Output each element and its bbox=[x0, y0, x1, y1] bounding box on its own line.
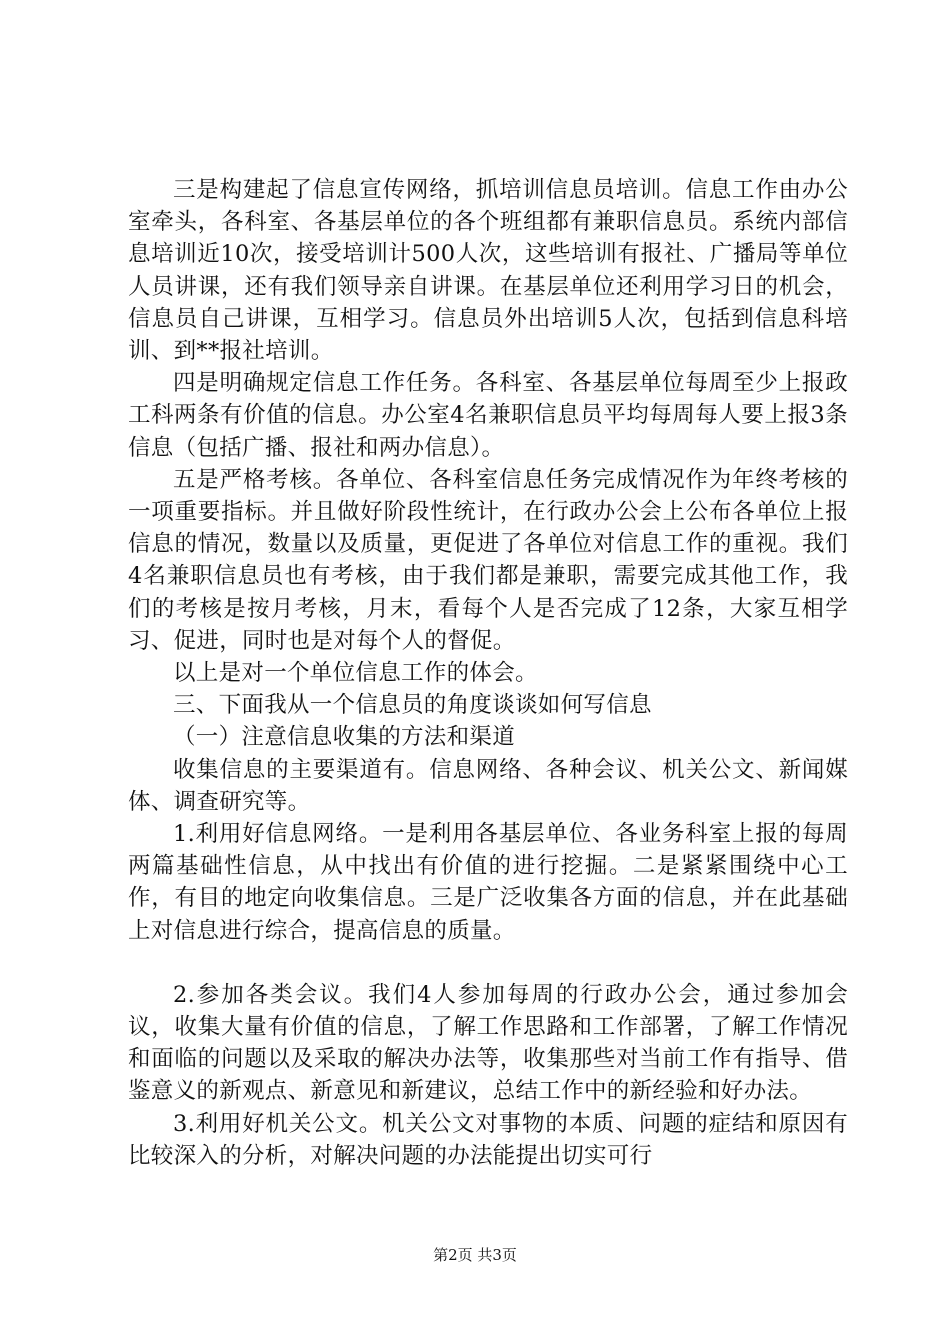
paragraph-channels: 收集信息的主要渠道有。信息网络、各种会议、机关公文、新闻媒体、调查研究等。 bbox=[128, 756, 848, 815]
subsection-heading: （一）注意信息收集的方法和渠道 bbox=[173, 724, 516, 751]
document-body bbox=[128, 174, 848, 1172]
paragraph-network: 三是构建起了信息宣传网络，抓培训信息员培训。信息工作由办公室牵头，各科室、各基层单位的各个班组都有兼职信息员。系统内部信息培训近10次，接受培训计500人次，这些培训有报社、广播局等单位人员讲课，还有我们领导亲自讲课。在基层单位还利用学习日的机会，信息员自己讲课，互相学习。信息员外出培训5人次，包括到信息科培训、到**报社培训。 bbox=[128, 177, 848, 365]
paragraph-item-3: 3.利用好机关公文。机关公文对事物的本质、问题的症结和原因有比较深入的分析，对解决问题的办法能提出切实可行 bbox=[128, 1110, 848, 1169]
paragraph-tasks: 四是明确规定信息工作任务。各科室、各基层单位每周至少上报政工科两条有价值的信息。办公室4名兼职信息员平均每周每人要上报3条信息（包括广播、报社和两办信息）。 bbox=[128, 370, 848, 461]
paragraph-item-2: 2.参加各类会议。我们4人参加每周的行政办公会，通过参加会议，收集大量有价值的信息，了解工作思路和工作部署，了解工作情况和面临的问题以及采取的解决办法等，收集那些对当前工作有指导、借鉴意义的新观点、新意见和新建议，总结工作中的新经验和好办法。 bbox=[128, 981, 848, 1105]
section-heading: 三、下面我从一个信息员的角度谈谈如何写信息 bbox=[173, 692, 652, 719]
paragraph-assessment: 五是严格考核。各单位、各科室信息任务完成情况作为年终考核的一项重要指标。并且做好阶段性统计，在行政办公会上公布各单位上报信息的情况，数量以及质量，更促进了各单位对信息工作的重视。我们4名兼职信息员也有考核，由于我们都是兼职，需要完成其他工作，我们的考核是按月考核，月末，看每个人是否完成了12条，大家互相学习、促进，同时也是对每个人的督促。 bbox=[128, 466, 848, 654]
paragraph-item-1: 1.利用好信息网络。一是利用各基层单位、各业务科室上报的每周两篇基础性信息，从中找出有价值的进行挖掘。二是紧紧围绕中心工作，有目的地定向收集信息。三是广泛收集各方面的信息，并在此基础上对信息进行综合，提高信息的质量。 bbox=[128, 821, 848, 944]
paragraph-summary: 以上是对一个单位信息工作的体会。 bbox=[173, 660, 538, 687]
page-footer: 第2页 共3页 bbox=[433, 1246, 517, 1264]
